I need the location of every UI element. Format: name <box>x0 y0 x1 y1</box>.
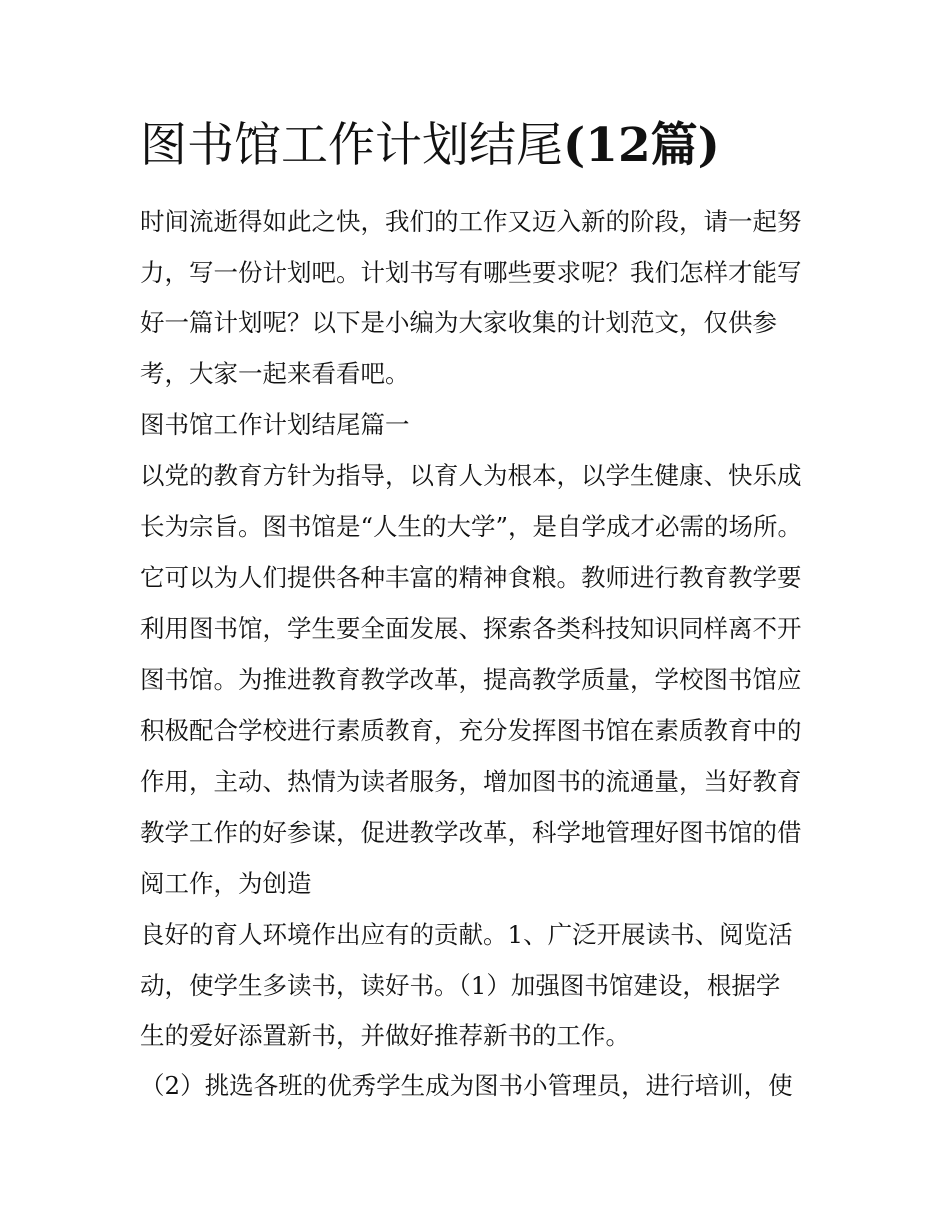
body-line: 生的爱好添置新书，并做好推荐新书的工作。 <box>140 1021 630 1050</box>
body-line: 积极配合学校进行素质教育，充分发挥图书馆在素质教育中的 <box>140 716 802 745</box>
title-text: 图书馆工作计划结尾 <box>140 118 563 173</box>
body-line: 时间流逝得如此之快，我们的工作又迈入新的阶段，请一起努 <box>140 207 802 236</box>
body-line: 以党的教育方针为指导，以育人为根本，以学生健康、快乐成 <box>140 461 802 490</box>
body-line: 作用，主动、热情为读者服务，增加图书的流通量，当好教育 <box>140 767 802 796</box>
body-line: 图书馆。为推进教育教学改革，提高教学质量，学校图书馆应 <box>140 665 802 694</box>
body-line: 良好的育人环境作出应有的贡献。1、广泛开展读书、阅览活 <box>140 920 793 949</box>
body-line: 动，使学生多读书，读好书。（1）加强图书馆建设，根据学 <box>140 971 781 1000</box>
body-line: 长为宗旨。图书馆是“人生的大学”，是自学成才必需的场所。 <box>140 512 803 541</box>
title-count: (12篇) <box>563 118 720 173</box>
document-title <box>140 112 840 180</box>
body-line: 利用图书馆，学生要全面发展、探索各类科技知识同样离不开 <box>140 614 802 643</box>
section-heading: 图书馆工作计划结尾篇一 <box>140 410 410 439</box>
body-line: （2）挑选各班的优秀学生成为图书小管理员，进行培训，使 <box>140 1071 793 1100</box>
body-line: 阅工作，为创造 <box>140 869 312 898</box>
body-line: 考，大家一起来看看吧。 <box>140 359 410 388</box>
body-line: 教学工作的好参谋，促进教学改革，科学地管理好图书馆的借 <box>140 818 802 847</box>
body-line: 它可以为人们提供各种丰富的精神食粮。教师进行教育教学要 <box>140 563 802 592</box>
body-line: 好一篇计划呢？以下是小编为大家收集的计划范文，仅供参 <box>140 308 777 337</box>
body-line: 力，写一份计划吧。计划书写有哪些要求呢？我们怎样才能写 <box>140 258 802 287</box>
